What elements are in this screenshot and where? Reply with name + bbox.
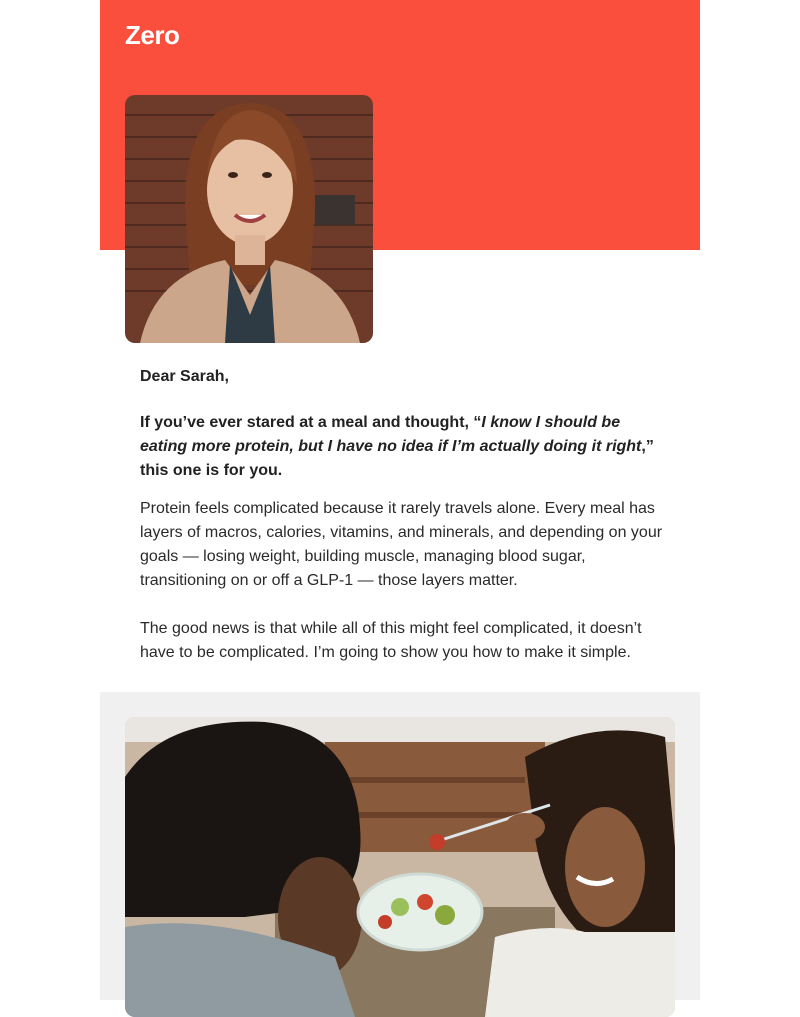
lead-end: ,” this one is for you. <box>140 438 654 479</box>
email-container <box>100 0 700 1000</box>
lead-quote: I know I should be eating more protein, but I have no idea if I’m actually doing it right <box>140 414 642 455</box>
author-portrait-image <box>125 95 373 343</box>
letter-body <box>140 365 665 665</box>
couple-sharing-salad-image <box>125 717 675 1017</box>
greeting: Dear Sarah, <box>140 368 229 385</box>
body-paragraph-1: Protein feels complicated because it rarely travels alone. Every meal has layers of macros, calories, vitamins, and minerals, and depending on your goals — losing weight, building muscle, managing blood sugar, transitioning on or off a GLP-1 — those layers matter. <box>140 500 663 589</box>
lead-start: If you’ve ever stared at a meal and thought, “ <box>140 414 482 431</box>
body-paragraph-2: The good news is that while all of this might feel complicated, it doesn’t have to be complicated. I’m going to show you how to make it simple. <box>140 620 642 661</box>
zero-logo[interactable]: Zero <box>125 20 180 50</box>
photo-section <box>100 692 700 1000</box>
lead-paragraph <box>140 411 665 483</box>
